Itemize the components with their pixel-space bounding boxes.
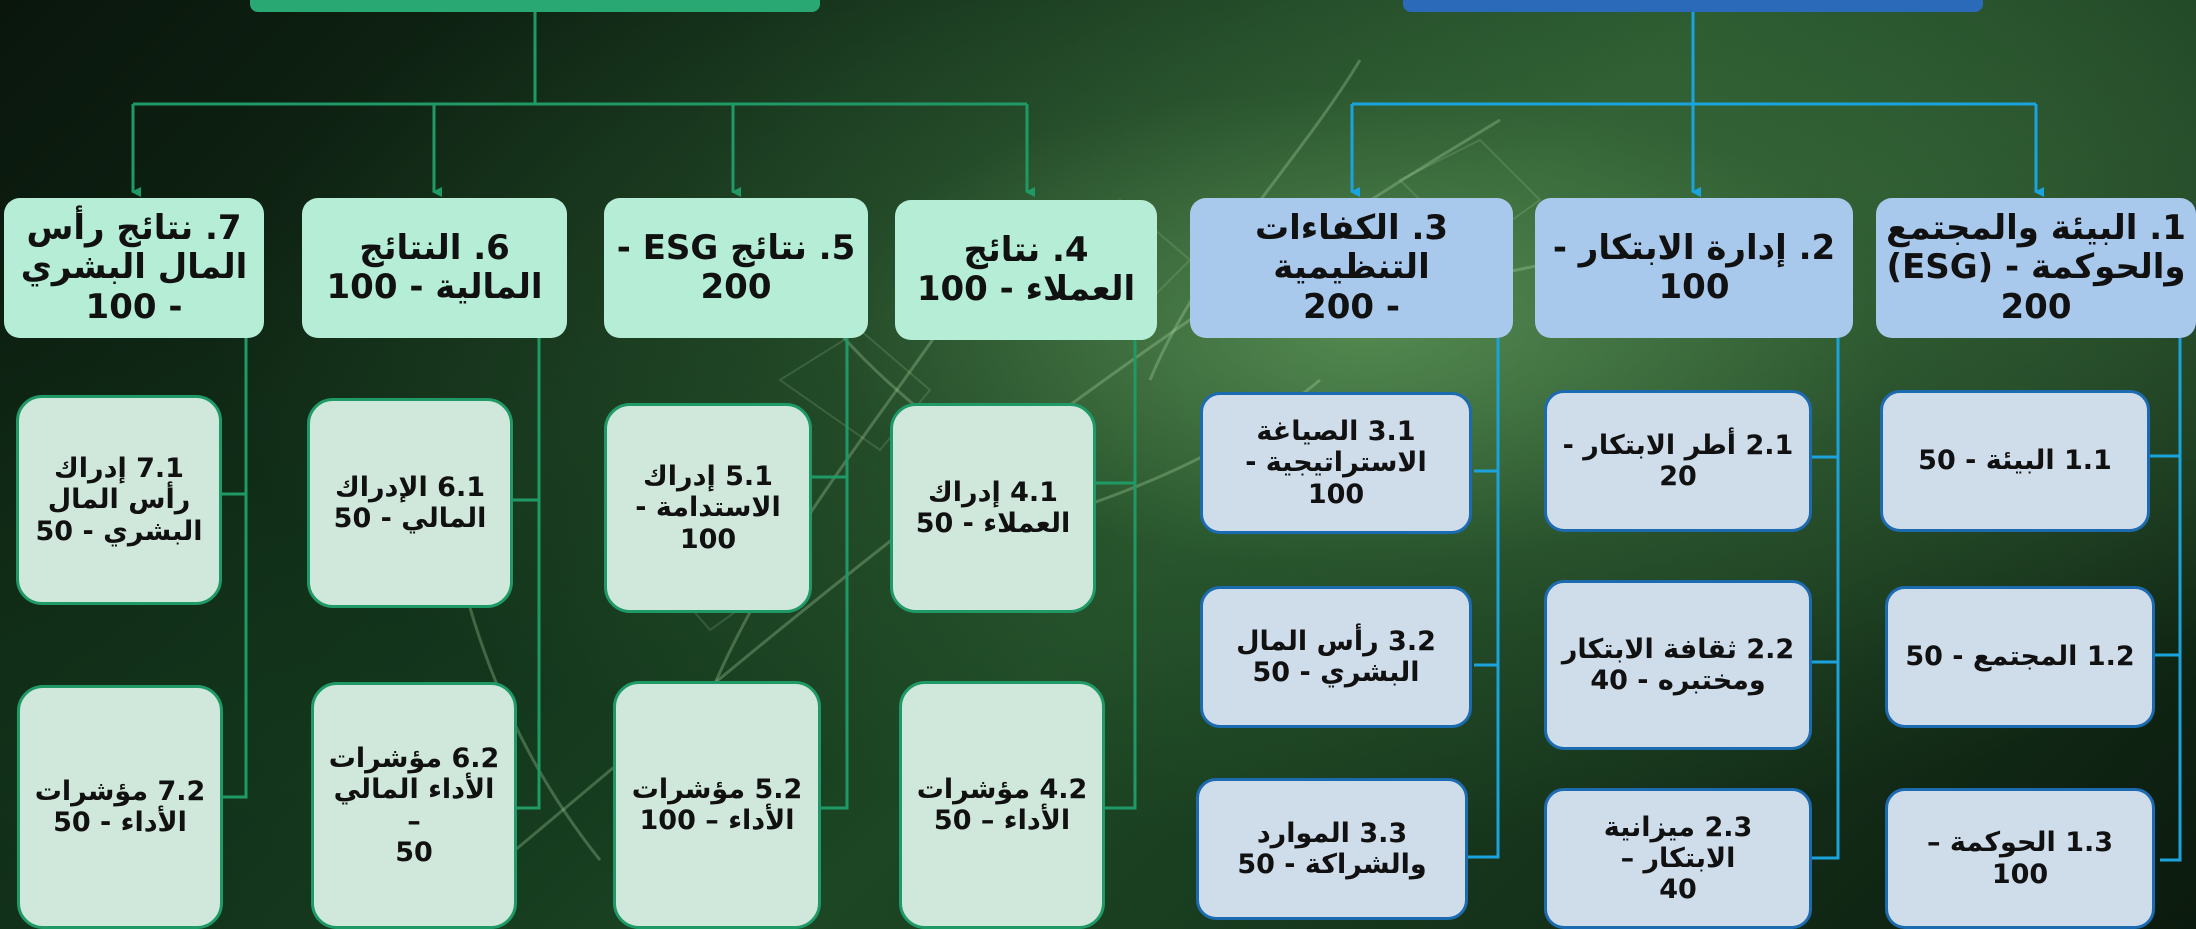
subitem-6-2: 6.2 مؤشرات الأداء المالي – 50 xyxy=(311,682,517,929)
category-4-heading: 4. نتائج العملاء - 100 xyxy=(895,200,1157,340)
blue-root-bar xyxy=(1403,0,1983,12)
subitem-3-2: 3.2 رأس المال البشري - 50 xyxy=(1200,586,1472,728)
subitem-7-2: 7.2 مؤشرات الأداء - 50 xyxy=(17,685,223,929)
subitem-1-3: 1.3 الحوكمة – 100 xyxy=(1885,788,2155,929)
subitem-2-1: 2.1 أطر الابتكار - 20 xyxy=(1544,390,1812,532)
category-1-heading: 1. البيئة والمجتمع والحوكمة - (ESG) 200 xyxy=(1876,198,2196,338)
subitem-7-1: 7.1 إدراك رأس المال البشري - 50 xyxy=(16,395,222,605)
subitem-6-1: 6.1 الإدراك المالي - 50 xyxy=(307,398,513,608)
subitem-3-1: 3.1 الصياغة الاستراتيجية - 100 xyxy=(1200,392,1472,534)
subitem-1-1: 1.1 البيئة - 50 xyxy=(1880,390,2150,532)
category-5-heading: 5. نتائج ESG - 200 xyxy=(604,198,868,338)
subitem-4-2: 4.2 مؤشرات الأداء – 50 xyxy=(899,681,1105,929)
category-3-heading: 3. الكفاءات التنظيمية - 200 xyxy=(1190,198,1513,338)
subitem-5-1: 5.1 إدراك الاستدامة - 100 xyxy=(604,403,812,613)
category-2-heading: 2. إدارة الابتكار - 100 xyxy=(1535,198,1853,338)
subitem-2-2: 2.2 ثقافة الابتكار ومختبره - 40 xyxy=(1544,580,1812,750)
green-root-bar xyxy=(250,0,820,12)
subitem-5-2: 5.2 مؤشرات الأداء – 100 xyxy=(613,681,821,929)
subitem-2-3: 2.3 ميزانية الابتكار – 40 xyxy=(1544,788,1812,929)
category-6-heading: 6. النتائج المالية - 100 xyxy=(302,198,567,338)
category-7-heading: 7. نتائج رأس المال البشري - 100 xyxy=(4,198,264,338)
subitem-3-3: 3.3 الموارد والشراكة - 50 xyxy=(1196,778,1468,920)
subitem-4-1: 4.1 إدراك العملاء - 50 xyxy=(890,403,1096,613)
subitem-1-2: 1.2 المجتمع - 50 xyxy=(1885,586,2155,728)
